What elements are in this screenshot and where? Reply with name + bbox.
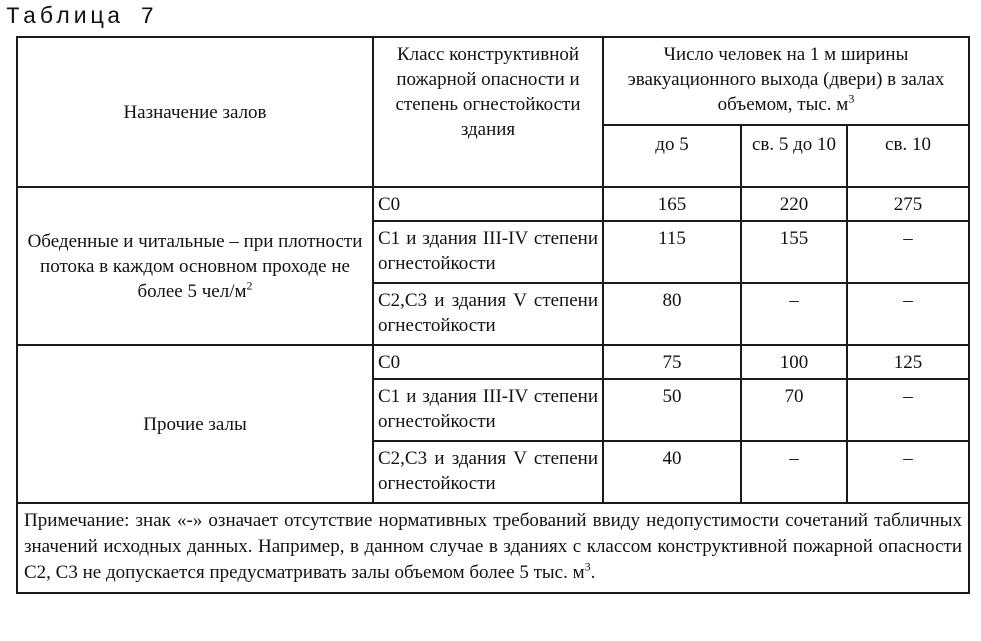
value-cell: 50 <box>603 379 741 441</box>
value-cell: – <box>741 441 847 503</box>
value-cell: – <box>847 283 969 345</box>
header-sub-up-to-5: до 5 <box>603 125 741 187</box>
value-cell: – <box>847 221 969 283</box>
header-count: Число человек на 1 м ширины эвакуационного выхода (двери) в залах объемом, тыс. $м^3$ <box>603 37 969 125</box>
group-purpose: Прочие залы <box>17 345 373 503</box>
header-class: Класс конструктивной пожарной опасности и степень огнестойкости здания <box>373 37 603 187</box>
value-cell: 165 <box>603 187 741 221</box>
note-row <box>17 503 969 593</box>
value-cell: – <box>847 379 969 441</box>
table-row <box>17 187 969 221</box>
value-cell: 220 <box>741 187 847 221</box>
value-cell: – <box>741 283 847 345</box>
value-cell: 115 <box>603 221 741 283</box>
class-cell: С1 и здания III-IV степени огнестойкости <box>373 379 603 441</box>
header-purpose: Назначение залов <box>17 37 373 187</box>
table-caption: Таблица 7 <box>6 4 158 30</box>
class-cell: С2,С3 и здания V степени огнестойкости <box>373 283 603 345</box>
class-cell: С0 <box>373 187 603 221</box>
class-cell: С0 <box>373 345 603 379</box>
value-cell: 40 <box>603 441 741 503</box>
value-cell: 75 <box>603 345 741 379</box>
table-row <box>17 345 969 379</box>
value-cell: – <box>847 441 969 503</box>
evacuation-table <box>16 36 970 594</box>
header-sub-5-to-10: св. 5 до 10 <box>741 125 847 187</box>
header-row <box>17 37 969 125</box>
value-cell: 155 <box>741 221 847 283</box>
class-cell: С2,С3 и здания V степени огнестойкости <box>373 441 603 503</box>
group-purpose: Обеденные и читальные – при плотности потока в каждом основном проходе не более 5 чел/$м^2$ <box>17 187 373 345</box>
value-cell: 125 <box>847 345 969 379</box>
value-cell: 100 <box>741 345 847 379</box>
class-cell: С1 и здания III-IV степени огнестойкости <box>373 221 603 283</box>
header-sub-over-10: св. 10 <box>847 125 969 187</box>
table-note: Примечание: знак «-» означает отсутствие нормативных требований ввиду недопустимости сочетаний табличных значений исходных данных. Например, в данном случае в зданиях с классом конструктивной пожарной опасности С2, С3 не допускается предусматривать залы объемом более 5 тыс. $м^3$. <box>17 503 969 593</box>
value-cell: 80 <box>603 283 741 345</box>
value-cell: 70 <box>741 379 847 441</box>
value-cell: 275 <box>847 187 969 221</box>
